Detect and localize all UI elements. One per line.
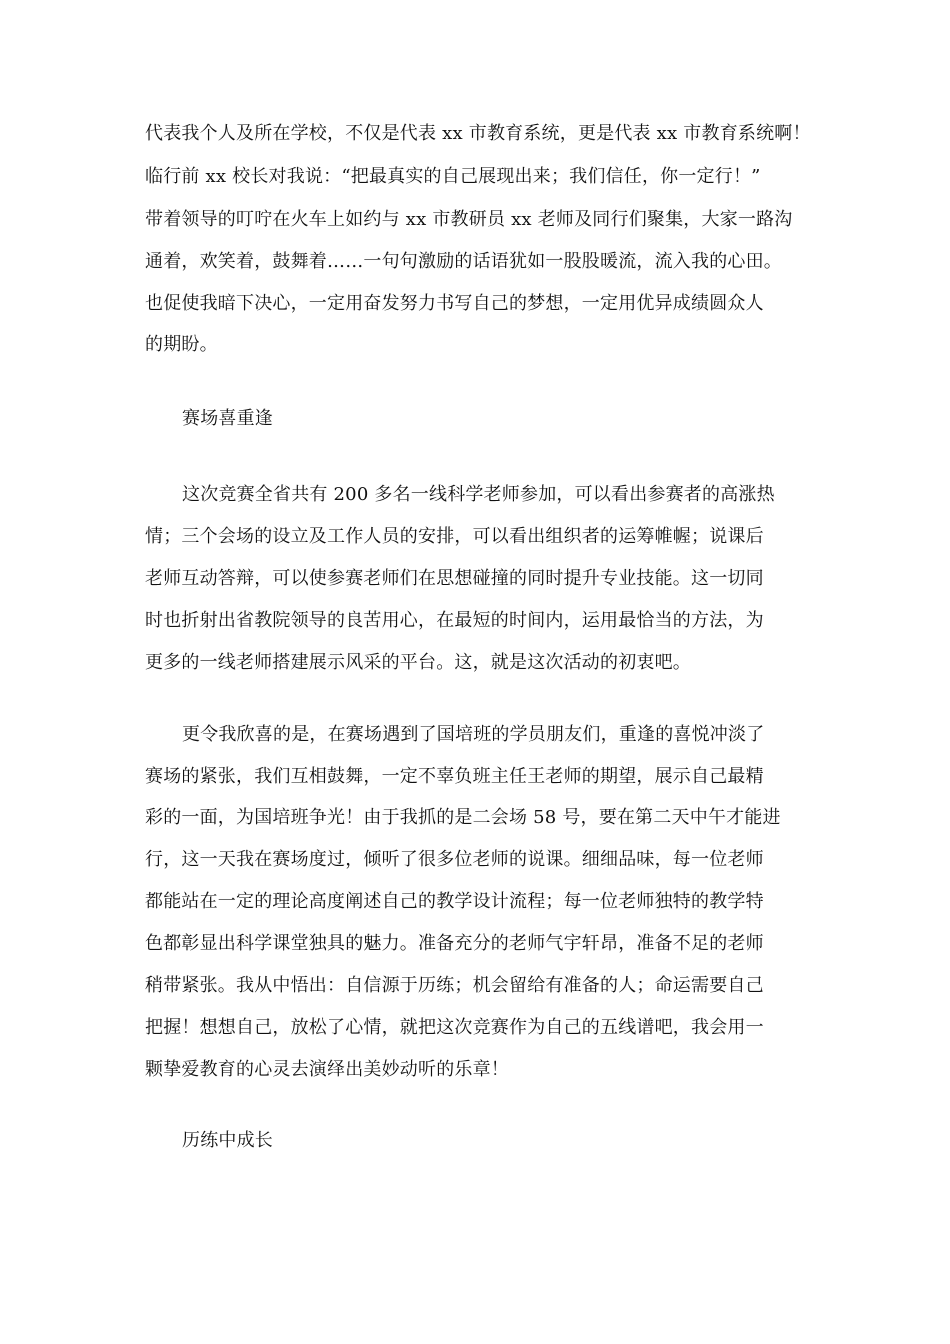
paragraph-3-line: 颗挚爱教育的心灵去演绎出美妙动听的乐章！ <box>145 1059 509 1080</box>
paragraph-1-line: 也促使我暗下决心，一定用奋发努力书写自己的梦想，一定用优异成绩圆众人 <box>145 293 764 314</box>
paragraph-2-line: 这次竞赛全省共有 200 多名一线科学老师参加，可以看出参赛者的高涨热 <box>182 484 775 505</box>
paragraph-2-line: 老师互动答辩，可以使参赛老师们在思想碰撞的同时提升专业技能。这一切同 <box>145 568 764 589</box>
paragraph-2-line: 情；三个会场的设立及工作人员的安排，可以看出组织者的运筹帷幄；说课后 <box>145 526 764 547</box>
paragraph-3-line: 稍带紧张。我从中悟出：自信源于历练；机会留给有准备的人；命运需要自己 <box>145 975 764 996</box>
paragraph-1-line: 通着，欢笑着，鼓舞着……一句句激励的话语犹如一股股暖流，流入我的心田。 <box>145 251 782 272</box>
paragraph-3-line: 行，这一天我在赛场度过，倾听了很多位老师的说课。细细品味，每一位老师 <box>145 849 764 870</box>
paragraph-2-line: 更多的一线老师搭建展示风采的平台。这，就是这次活动的初衷吧。 <box>145 652 691 673</box>
section-heading: 赛场喜重逢 <box>182 408 273 429</box>
paragraph-3-line: 色都彰显出科学课堂独具的魅力。准备充分的老师气宇轩昂，准备不足的老师 <box>145 933 764 954</box>
paragraph-3-line: 把握！想想自己，放松了心情，就把这次竞赛作为自己的五线谱吧，我会用一 <box>145 1017 764 1038</box>
paragraph-3-line: 彩的一面，为国培班争光！由于我抓的是二会场 58 号，要在第二天中午才能进 <box>145 807 781 828</box>
paragraph-3-line: 赛场的紧张，我们互相鼓舞，一定不辜负班主任王老师的期望，展示自己最精 <box>145 766 764 787</box>
paragraph-1-line: 带着领导的叮咛在火车上如约与 xx 市教研员 xx 老师及同行们聚集，大家一路沟 <box>145 209 793 230</box>
paragraph-1-line: 的期盼。 <box>145 334 218 355</box>
paragraph-2-line: 时也折射出省教院领导的良苦用心，在最短的时间内，运用最恰当的方法，为 <box>145 610 764 631</box>
paragraph-3-line: 都能站在一定的理论高度阐述自己的教学设计流程；每一位老师独特的教学特 <box>145 891 764 912</box>
paragraph-3-line: 更令我欣喜的是，在赛场遇到了国培班的学员朋友们，重逢的喜悦冲淡了 <box>182 724 765 745</box>
paragraph-1-line: 代表我个人及所在学校，不仅是代表 xx 市教育系统，更是代表 xx 市教育系统啊！ <box>145 123 811 144</box>
section-heading: 历练中成长 <box>182 1130 273 1151</box>
paragraph-1-line: 临行前 xx 校长对我说：“把最真实的自己展现出来；我们信任，你一定行！” <box>145 166 761 187</box>
